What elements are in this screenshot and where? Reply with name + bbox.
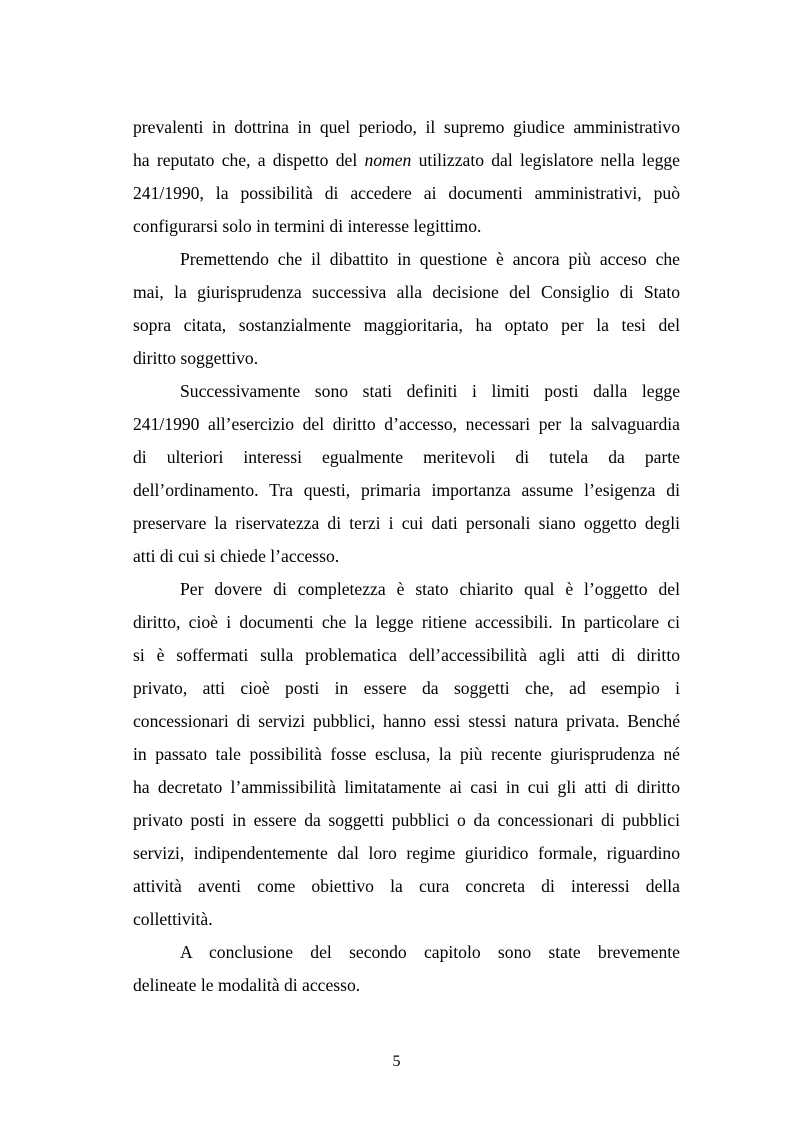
- text-line: collettività.: [133, 909, 213, 929]
- text-line: privato posti in essere da soggetti pubblici o da concessionari di pubblici: [133, 810, 680, 830]
- text-line: di ulteriori interessi egualmente meritevoli di tutela da parte: [133, 447, 680, 467]
- text-line: atti di cui si chiede l’accesso.: [133, 546, 340, 566]
- paragraph-4: [133, 573, 680, 936]
- text-line: diritto, cioè i documenti che la legge ritiene accessibili. In particolare ci: [133, 612, 680, 632]
- text-line: configurarsi solo in termini di interesse legittimo.: [133, 216, 482, 236]
- text-line: in passato tale possibilità fosse esclusa, la più recente giurisprudenza né: [133, 744, 680, 764]
- text-line: Successivamente sono stati definiti i limiti posti dalla legge: [180, 381, 680, 401]
- text-line: dell’ordinamento. Tra questi, primaria importanza assume l’esigenza di: [133, 480, 680, 500]
- text-line: sopra citata, sostanzialmente maggioritaria, ha optato per la tesi del: [133, 315, 680, 335]
- text-line: A conclusione del secondo capitolo sono state brevemente: [180, 942, 680, 962]
- text-line: preservare la riservatezza di terzi i cui dati personali siano oggetto degli: [133, 513, 680, 533]
- text-line: Per dovere di completezza è stato chiarito qual è l’oggetto del: [180, 579, 680, 599]
- page-number: 5: [392, 1053, 401, 1070]
- text-line: privato, atti cioè posti in essere da soggetti che, ad esempio i: [133, 678, 680, 698]
- paragraph-5: [133, 936, 680, 1002]
- text-line: ha decretato l’ammissibilità limitatamente ai casi in cui gli atti di diritto: [133, 777, 680, 797]
- italic-term: nomen: [364, 150, 412, 170]
- document-body: [133, 111, 680, 1002]
- text-line: mai, la giurisprudenza successiva alla decisione del Consiglio di Stato: [133, 282, 680, 302]
- text-segment: utilizzato dal legislatore nella legge: [411, 150, 680, 170]
- text-line: 241/1990 all’esercizio del diritto d’accesso, necessari per la salvaguardia: [133, 414, 680, 434]
- text-line: 241/1990, la possibilità di accedere ai documenti amministrativi, può: [133, 183, 680, 203]
- text-line: diritto soggettivo.: [133, 348, 259, 368]
- paragraph-3: [133, 375, 680, 573]
- text-line: delineate le modalità di accesso.: [133, 975, 361, 995]
- text-line: Premettendo che il dibattito in questione è ancora più acceso che: [180, 249, 680, 269]
- text-line: concessionari di servizi pubblici, hanno essi stessi natura privata. Benché: [133, 711, 680, 731]
- text-line: prevalenti in dottrina in quel periodo, il supremo giudice amministrativo: [133, 117, 680, 137]
- text-line: servizi, indipendentemente dal loro regime giuridico formale, riguardino: [133, 843, 680, 863]
- paragraph-1: [133, 111, 680, 243]
- text-line: [133, 144, 680, 177]
- text-segment: ha reputato che, a dispetto del: [133, 150, 365, 170]
- paragraph-2: [133, 243, 680, 375]
- text-line: attività aventi come obiettivo la cura concreta di interessi della: [133, 876, 680, 896]
- text-line: si è soffermati sulla problematica dell’accessibilità agli atti di diritto: [133, 645, 680, 665]
